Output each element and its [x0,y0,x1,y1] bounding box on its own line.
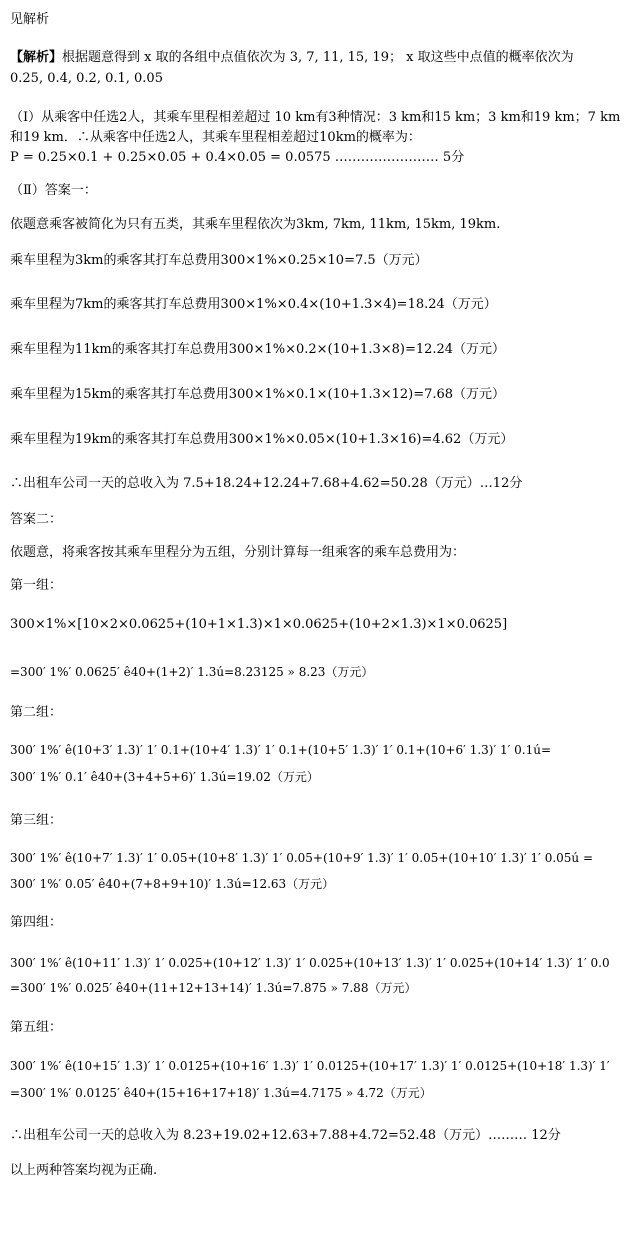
group-2-expression: 300′ 1%′ ê(10+3′ 1.3)′ 1′ 0.1+(10+4′ 1.3)′ 1′ 0.1+(10+5′ 1.3)′ 1′ 0.1+(10+6′ 1.3)′ 1′ 0.1ú= [10,743,552,757]
conclusion: 以上两种答案均视为正确. [10,1163,158,1178]
group-1-result: =300′ 1%′ 0.0625′ ê40+(1+2)′ 1.3ú=8.23125 » 8.23（万元） [10,665,374,679]
fee-row-7km: 乘车里程为7km的乘客其打车总费用300×1%×0.4×(10+1.3×4)=18.24（万元） [10,297,497,312]
fee-row-15km: 乘车里程为15km的乘客其打车总费用300×1%×0.1×(10+1.3×12)=7.68（万元） [10,387,506,402]
group-5-label: 第五组： [10,1020,63,1035]
group-1-expression: 300×1%×[10×2×0.0625+(10+1×1.3)×1×0.0625+(10+2×1.3)×1×0.0625] [10,617,508,632]
answer-heading: 见解析 [10,12,50,27]
fee-row-11km: 乘车里程为11km的乘客其打车总费用300×1%×0.2×(10+1.3×8)=12.24（万元） [10,342,506,357]
part1-probability-formula: P = 0.25×0.1 + 0.25×0.05 + 0.4×0.05 = 0.0575 …………………… 5分 [10,150,465,165]
group-2-label: 第二组： [10,705,63,720]
group-3-label: 第三组： [10,813,63,828]
group-4-result: =300′ 1%′ 0.025′ ê40+(11+12+13+14)′ 1.3ú=7.875 » 7.88（万元） [10,981,417,995]
analysis-text-1: 根据题意得到 x 取的各组中点值依次为 3, 7, 11, 15, 19； x 取这些中点值的概率依次为 [62,50,574,65]
part2-intro: 依题意乘客被简化为只有五类，其乘车里程依次为3km, 7km, 11km, 15km, 19km. [10,217,501,232]
analysis-tag: 【解析】 [10,50,63,65]
fee-row-19km: 乘车里程为19km的乘客其打车总费用300×1%×0.05×(10+1.3×16)=4.62（万元） [10,432,514,447]
answer2-total: ∴出租车公司一天的总收入为 8.23+19.02+12.63+7.88+4.72=52.48（万元）……… 12分 [10,1128,561,1143]
group-3-result: 300′ 1%′ 0.05′ ê40+(7+8+9+10)′ 1.3ú=12.63（万元） [10,877,335,891]
group-4-expression: 300′ 1%′ ê(10+11′ 1.3)′ 1′ 0.025+(10+12′ 1.3)′ 1′ 0.025+(10+13′ 1.3)′ 1′ 0.025+(10+14′ 1.3)′ 1′ 0.0 [10,956,610,970]
answer2-intro: 依题意，将乘客按其乘车里程分为五组，分别计算每一组乘客的乘车总费用为： [10,545,466,560]
analysis-probabilities: 0.25, 0.4, 0.2, 0.1, 0.05 [10,71,163,86]
part1-line-2: 和19 km．∴从乘客中任选2人，其乘车里程相差超过10km的概率为： [10,130,421,145]
group-2-result: 300′ 1%′ 0.1′ ê40+(3+4+5+6)′ 1.3ú=19.02（万元） [10,770,319,784]
group-1-label: 第一组： [10,578,63,593]
group-5-expression: 300′ 1%′ ê(10+15′ 1.3)′ 1′ 0.0125+(10+16′ 1.3)′ 1′ 0.0125+(10+17′ 1.3)′ 1′ 0.0125+(10+18′ 1.3)′ 1′ [10,1059,610,1073]
group-3-expression: 300′ 1%′ ê(10+7′ 1.3)′ 1′ 0.05+(10+8′ 1.3)′ 1′ 0.05+(10+9′ 1.3)′ 1′ 0.05+(10+10′ 1.3)′ 1′ 0.05ú = [10,851,594,865]
fee-row-3km: 乘车里程为3km的乘客其打车总费用300×1%×0.25×10=7.5（万元） [10,253,428,268]
group-5-result: =300′ 1%′ 0.0125′ ê40+(15+16+17+18)′ 1.3ú=4.7175 » 4.72（万元） [10,1086,432,1100]
part1-line-1: （Ⅰ）从乘客中任选2人，其乘车里程相差超过 10 km有3种情况：3 km和15 km；3 km和19 km；7 km [10,110,621,125]
part2-title: （Ⅱ）答案一： [10,183,97,198]
answer2-title: 答案二： [10,512,63,527]
analysis-line-1 [10,50,574,66]
group-4-label: 第四组： [10,915,63,930]
part2-total: ∴出租车公司一天的总收入为 7.5+18.24+12.24+7.68+4.62=50.28（万元）…12分 [10,476,523,491]
